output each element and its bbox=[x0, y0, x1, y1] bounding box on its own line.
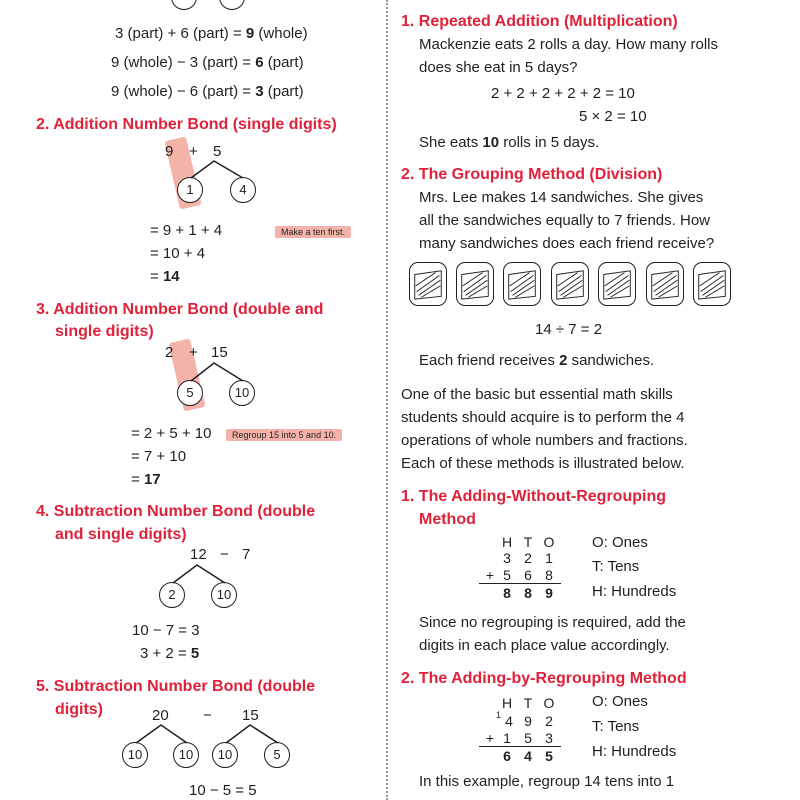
bond-circle-part-top-right bbox=[219, 0, 245, 10]
section-heading-cont: Method bbox=[419, 511, 476, 528]
section-heading-cont: and single digits) bbox=[55, 526, 187, 543]
place-key: H: Hundreds bbox=[592, 583, 677, 600]
bond-top-number: 15 bbox=[211, 344, 228, 361]
section-heading: 2. The Grouping Method (Division) bbox=[401, 166, 663, 183]
sum-digit: 8 bbox=[524, 585, 532, 601]
section-heading: 1. The Adding-Without-Regrouping bbox=[401, 488, 666, 505]
section-heading: 3. Addition Number Bond (double and bbox=[36, 301, 324, 318]
section-heading-cont: single digits) bbox=[55, 323, 154, 340]
sum-digit: 6 bbox=[503, 748, 511, 764]
digit: 5 bbox=[524, 730, 532, 746]
place-key: T: Tens bbox=[592, 558, 640, 575]
digit: 9 bbox=[524, 713, 532, 729]
bond-circle: 10 bbox=[211, 582, 237, 608]
bond-top-number: 15 bbox=[242, 707, 259, 724]
sandwich-icon bbox=[503, 262, 541, 306]
place-header: O bbox=[543, 534, 555, 550]
intro-paragraph-line: students should acquire is to perform the 4 bbox=[401, 409, 685, 426]
working-line: = 10 + 4 bbox=[150, 245, 206, 262]
bond-circle-part-top-left bbox=[171, 0, 197, 10]
tip-note: Regroup 15 into 5 and 10. bbox=[226, 429, 342, 441]
part-whole-equation-2: 9 (whole) − 3 (part) = 6 (part) bbox=[111, 54, 304, 71]
sum-digit: 9 bbox=[545, 585, 553, 601]
equation: 2 + 2 + 2 + 2 + 2 = 10 bbox=[491, 85, 635, 102]
digit: 3 bbox=[545, 730, 553, 746]
word-problem-line: many sandwiches does each friend receive? bbox=[419, 235, 715, 252]
place-key: O: Ones bbox=[592, 534, 648, 551]
place-header: T bbox=[523, 695, 533, 711]
carry-digit: 1 bbox=[496, 710, 502, 720]
section-heading: 4. Subtraction Number Bond (double bbox=[36, 503, 316, 520]
plus-sign: + bbox=[485, 567, 495, 583]
sandwich-icon bbox=[551, 262, 589, 306]
place-header: O bbox=[543, 695, 555, 711]
bond-top-number: 7 bbox=[242, 546, 251, 563]
bond-circle: 5 bbox=[177, 380, 203, 406]
explanation-line: Since no regrouping is required, add the bbox=[419, 614, 686, 631]
place-header: H bbox=[501, 534, 513, 550]
sum-digit: 8 bbox=[503, 585, 511, 601]
bond-operator: + bbox=[189, 143, 198, 160]
sandwich-icon bbox=[456, 262, 494, 306]
digit: 6 bbox=[524, 567, 532, 583]
digit: 4 bbox=[505, 713, 513, 729]
digit: 3 bbox=[503, 550, 511, 566]
digit: 2 bbox=[545, 713, 553, 729]
place-header: H bbox=[501, 695, 513, 711]
equation: 5 × 2 = 10 bbox=[579, 108, 647, 125]
intro-paragraph-line: Each of these methods is illustrated below. bbox=[401, 455, 685, 472]
working-line-result: = 14 bbox=[150, 268, 180, 285]
word-problem-line: all the sandwiches equally to 7 friends. How bbox=[419, 212, 710, 229]
bond-circle: 5 bbox=[264, 742, 290, 768]
bond-circle: 10 bbox=[122, 742, 148, 768]
digit: 8 bbox=[545, 567, 553, 583]
bond-operator: − bbox=[220, 546, 229, 563]
digit: 2 bbox=[524, 550, 532, 566]
explanation-line: digits in each place value accordingly. bbox=[419, 637, 670, 654]
tip-note: Make a ten first. bbox=[275, 226, 351, 238]
sum-digit: 4 bbox=[524, 748, 532, 764]
place-key: O: Ones bbox=[592, 693, 648, 710]
bond-top-number: 20 bbox=[152, 707, 169, 724]
bond-circle: 2 bbox=[159, 582, 185, 608]
intro-paragraph-line: operations of whole numbers and fractions. bbox=[401, 432, 688, 449]
word-problem-line: Mackenzie eats 2 rolls a day. How many rolls bbox=[419, 36, 719, 53]
bond-circle: 10 bbox=[212, 742, 238, 768]
section-heading: 2. Addition Number Bond (single digits) bbox=[36, 116, 337, 133]
plus-sign: + bbox=[485, 730, 495, 746]
working-line: = 9 + 1 + 4 bbox=[150, 222, 223, 239]
bond-top-number: 9 bbox=[165, 143, 174, 160]
place-key: T: Tens bbox=[592, 718, 640, 735]
word-problem-line: does she eat in 5 days? bbox=[419, 59, 578, 76]
bond-operator: − bbox=[203, 707, 212, 724]
word-problem-line: Mrs. Lee makes 14 sandwiches. She gives bbox=[419, 189, 704, 206]
sandwich-icon bbox=[693, 262, 731, 306]
section-heading: 1. Repeated Addition (Multiplication) bbox=[401, 13, 678, 30]
section-heading-cont: digits) bbox=[55, 701, 103, 718]
digit: 1 bbox=[503, 730, 511, 746]
sandwich-icon bbox=[646, 262, 684, 306]
bond-top-number: 2 bbox=[165, 344, 174, 361]
part-whole-equation-3: 9 (whole) − 6 (part) = 3 (part) bbox=[111, 83, 304, 100]
sum-digit: 5 bbox=[545, 748, 553, 764]
working-line: = 2 + 5 + 10 bbox=[131, 425, 212, 442]
working-line: 10 − 5 = 5 bbox=[189, 782, 257, 799]
place-key: H: Hundreds bbox=[592, 743, 677, 760]
working-line-result: 3 + 2 = 5 bbox=[140, 645, 200, 662]
digit: 5 bbox=[503, 567, 511, 583]
bond-circle: 10 bbox=[173, 742, 199, 768]
intro-paragraph-line: One of the basic but essential math skills bbox=[401, 386, 673, 403]
bond-top-number: 12 bbox=[190, 546, 207, 563]
bond-circle: 4 bbox=[230, 177, 256, 203]
section-heading: 5. Subtraction Number Bond (double bbox=[36, 678, 316, 695]
bond-operator: + bbox=[189, 344, 198, 361]
answer-line: Each friend receives 2 sandwiches. bbox=[419, 352, 655, 369]
equation: 14 ÷ 7 = 2 bbox=[535, 321, 603, 338]
part-whole-equation-1: 3 (part) + 6 (part) = 9 (whole) bbox=[115, 25, 308, 42]
column-divider bbox=[386, 0, 388, 800]
sandwich-icon bbox=[409, 262, 447, 306]
working-line-result: = 17 bbox=[131, 471, 161, 488]
working-line: 10 − 7 = 3 bbox=[132, 622, 200, 639]
sandwich-icon bbox=[598, 262, 636, 306]
explanation-line: In this example, regroup 14 tens into 1 bbox=[419, 773, 675, 790]
answer-line: She eats 10 rolls in 5 days. bbox=[419, 134, 600, 151]
working-line: = 7 + 10 bbox=[131, 448, 187, 465]
place-header: T bbox=[523, 534, 533, 550]
bond-circle: 1 bbox=[177, 177, 203, 203]
digit: 1 bbox=[545, 550, 553, 566]
bond-circle: 10 bbox=[229, 380, 255, 406]
section-heading: 2. The Adding-by-Regrouping Method bbox=[401, 670, 687, 687]
bond-top-number: 5 bbox=[213, 143, 222, 160]
